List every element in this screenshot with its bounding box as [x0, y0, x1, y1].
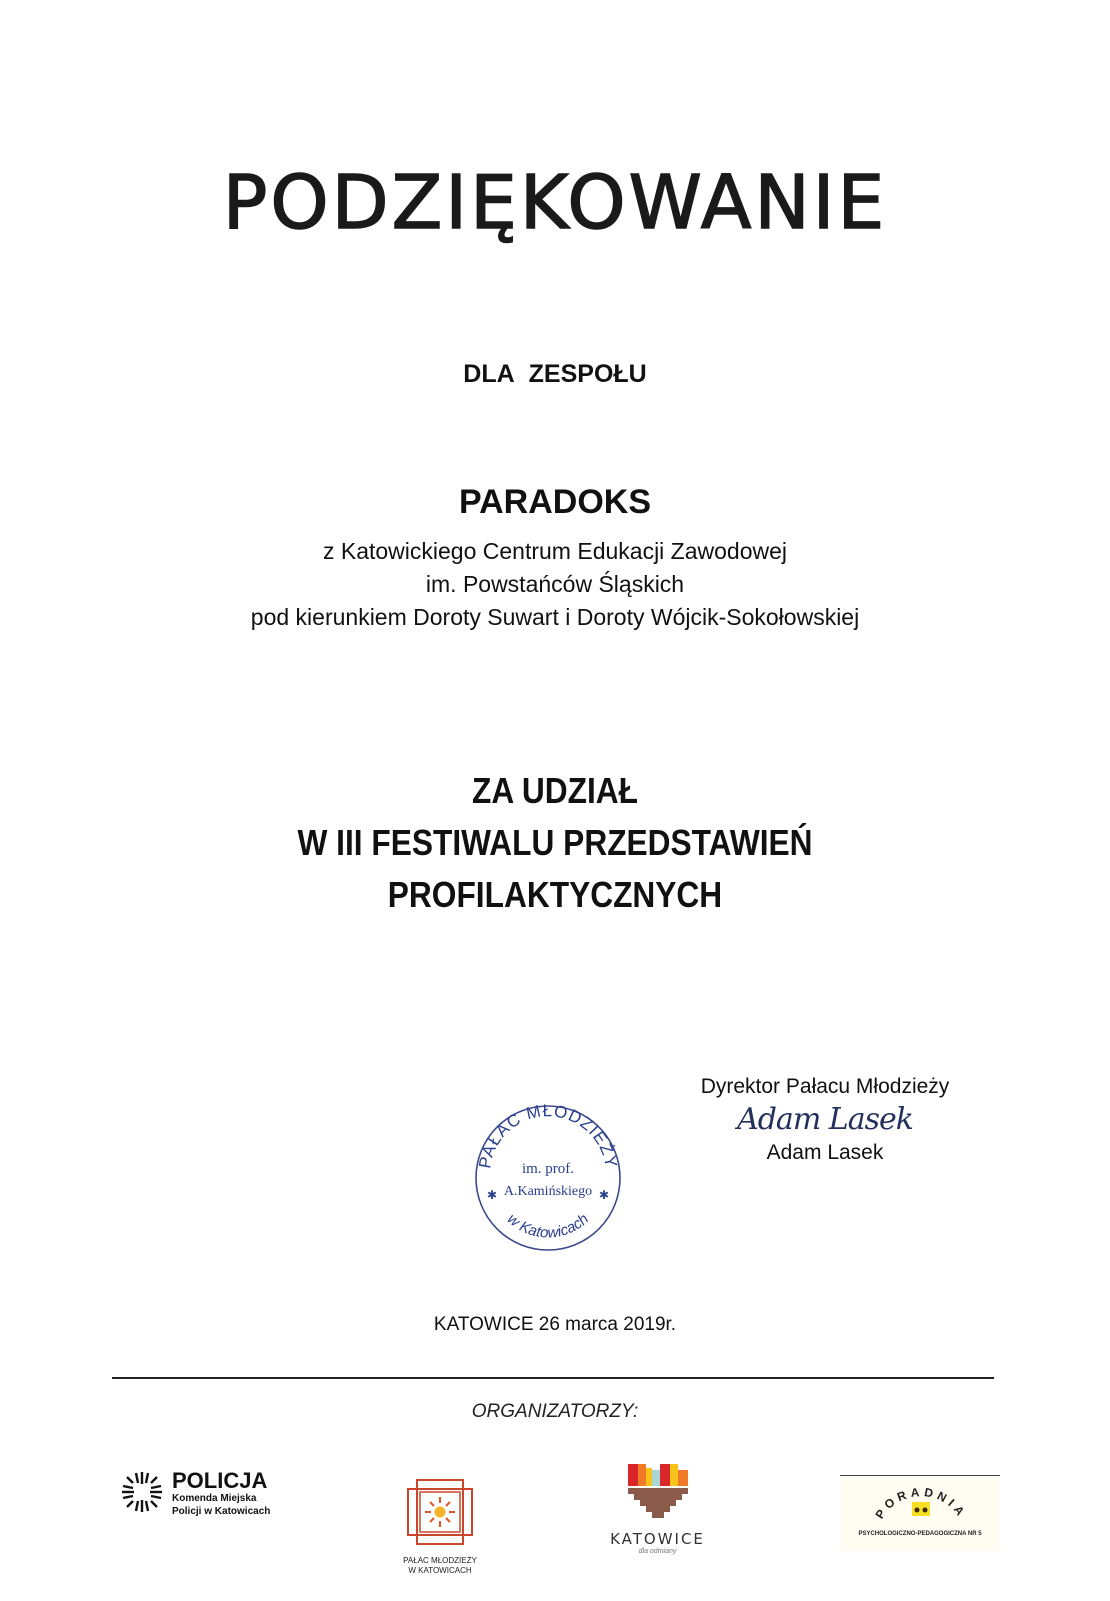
svg-text:✱: ✱: [599, 1188, 610, 1202]
police-sub-2: Policji w Katowicach: [172, 1506, 271, 1517]
official-stamp: [473, 1103, 623, 1253]
svg-text:PORADNIA: PORADNIA: [872, 1484, 970, 1522]
team-name: PARADOKS: [458, 483, 652, 521]
police-name: POLICJA: [172, 1468, 268, 1493]
svg-text:im. prof.: im. prof.: [521, 1161, 575, 1177]
svg-text:w Katowicach: w Katowicach: [503, 1210, 593, 1242]
reason-line: ZA UDZIAŁ: [471, 770, 638, 811]
reason-line: W III FESTIWALU PRZEDSTAWIEŃ: [297, 822, 813, 863]
logo-policja: [120, 1470, 310, 1550]
logo-poradnia: [840, 1475, 1000, 1551]
stamp-seal-icon: [473, 1103, 623, 1253]
handwritten-signature: Adam Lasek: [737, 1102, 913, 1137]
description-line: z Katowickiego Centrum Edukacji Zawodowej: [322, 538, 788, 564]
palace-caption-1: PAŁAC MŁODZIEŻY: [403, 1556, 477, 1565]
place-and-date: KATOWICE 26 marca 2019r.: [433, 1314, 677, 1335]
police-sub-1: Komenda Miejska: [172, 1493, 257, 1504]
description-line: im. Powstańców Śląskich: [425, 571, 685, 597]
katowice-heart-icon: [626, 1460, 690, 1524]
logo-katowice: [600, 1460, 715, 1555]
footer-divider: [112, 1377, 994, 1379]
sun-square-icon: [405, 1478, 475, 1546]
signer-role: Dyrektor Pałacu Młodzieży: [700, 1075, 950, 1098]
signer-name: Adam Lasek: [766, 1141, 884, 1164]
description-line: pod kierunkiem Doroty Suwart i Doroty Wójcik-Sokołowskiej: [250, 604, 860, 630]
poradnia-sub: PSYCHOLOGICZNO-PEDAGOGICZNA NR 5: [858, 1531, 982, 1537]
svg-text:A.Kamińskiego: A.Kamińskiego: [503, 1184, 593, 1199]
reason-line: PROFILAKTYCZNYCH: [387, 874, 723, 915]
document-title: PODZIĘKOWANIE: [222, 160, 888, 246]
for-team-label: DLA ZESPOŁU: [463, 360, 647, 388]
police-star-icon: [120, 1470, 164, 1514]
katowice-tagline: dla odmiany: [638, 1548, 677, 1555]
poradnia-arc-icon: [840, 1476, 1000, 1531]
svg-text:PAŁAC MŁODZIEŻY: PAŁAC MŁODZIEŻY: [475, 1103, 621, 1170]
svg-text:✱: ✱: [487, 1188, 498, 1202]
palace-caption-2: W KATOWICACH: [408, 1566, 472, 1575]
team-description: [0, 535, 1110, 634]
logo-palac-mlodziezy: [385, 1478, 495, 1576]
award-reason: [67, 765, 1044, 921]
organizers-label: ORGANIZATORZY:: [471, 1401, 639, 1422]
signature-block: [680, 1075, 970, 1165]
katowice-name: KATOWICE: [610, 1530, 705, 1548]
